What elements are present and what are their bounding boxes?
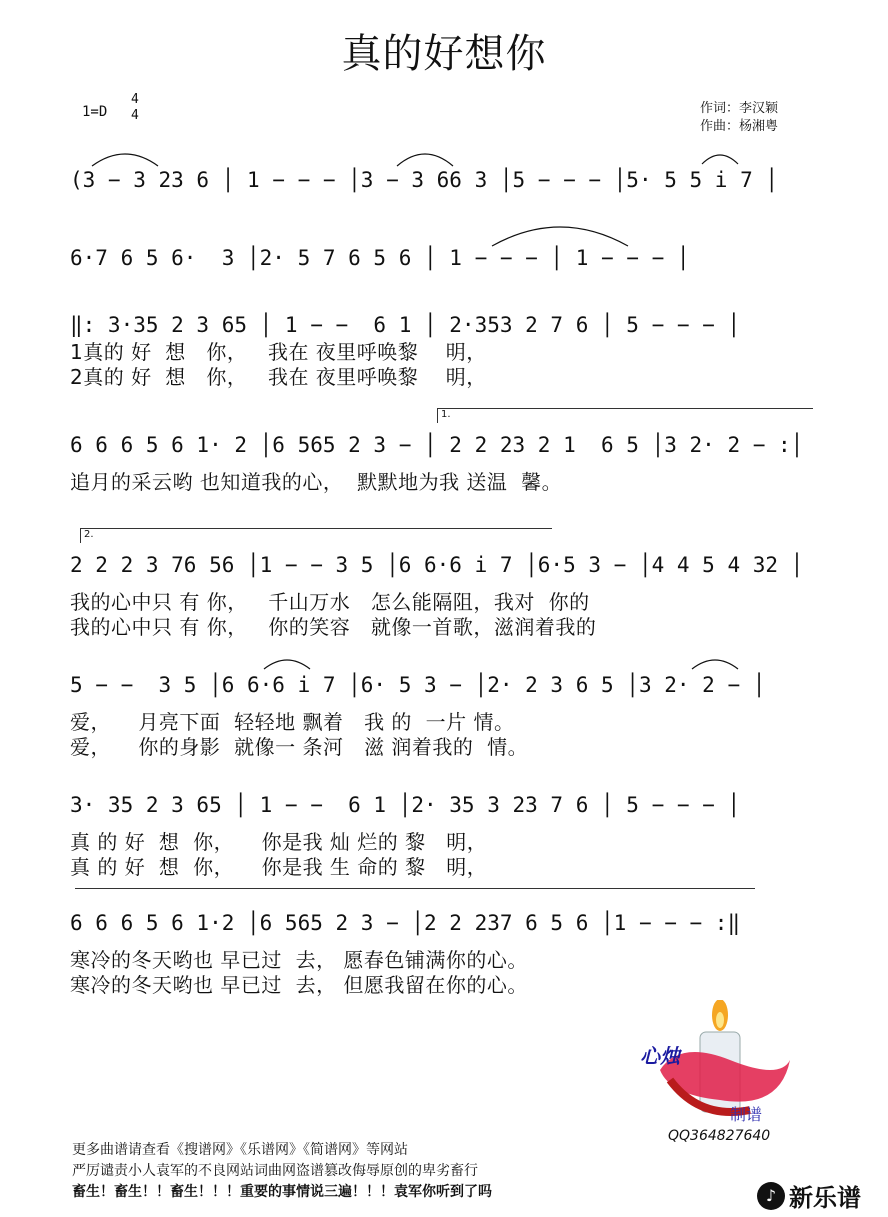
- slur-mark: [700, 150, 740, 166]
- notes-line-3: ‖: 3·35 2 3 65 │ 1 − − 6 1 │ 2·353 2 7 6 │ 5 − − − │: [70, 313, 741, 337]
- lyric-line-3b: 2真的 好 想 你， 我在 夜里呼唤黎 明，: [70, 365, 487, 389]
- repeat-bracket-line: [75, 888, 755, 889]
- footer-line-3: 畜生！畜生！！畜生！！！重要的事情说三遍！！！袁军你听到了吗: [72, 1184, 492, 1200]
- slur-mark: [90, 148, 160, 168]
- lyric-line-6b: 爱， 你的身影 就像一 条河 滋 润着我的 情。: [70, 735, 529, 759]
- lyric-line-8a: 寒冷的冬天哟也 早已过 去， 愿春色铺满你的心。: [70, 948, 528, 972]
- slur-mark: [262, 655, 312, 671]
- notes-line-8: 6 6 6 5 6 1·2 │6 565 2 3 − │2 2 237 6 5 6 │1 − − − :‖: [70, 911, 741, 935]
- key-signature: 1=D: [82, 104, 108, 120]
- composer: 作曲：杨湘粤: [700, 119, 779, 134]
- notes-line-2: 6·7 6 5 6· 3 │2· 5 7 6 5 6 │ 1 − − − │ 1 − − − │: [70, 246, 690, 270]
- volta-1: 1.: [437, 408, 813, 423]
- music-disc-icon: ♪: [757, 1182, 785, 1210]
- score-line-5: [70, 550, 830, 640]
- footer-line-1: 更多曲谱请查看《搜谱网》《乐谱网》《简谱网》等网站: [72, 1142, 408, 1158]
- footer-line-2: 严厉谴责小人袁军的不良网站词曲网盗谱篡改侮辱原创的卑劣畜行: [72, 1163, 478, 1179]
- lyric-line-5a: 我的心中只 有 你， 千山万水 怎么能隔阻，我对 你的: [70, 590, 590, 614]
- notes-line-4: 6 6 6 5 6 1· 2 │6 565 2 3 − │ 2 2 23 2 1 6 5 │3 2· 2 − :│: [70, 433, 804, 457]
- meter-top: 4: [131, 92, 139, 107]
- stamp-made: 制谱: [730, 1105, 763, 1124]
- lyric-line-7b: 真 的 好 想 你， 你是我 生 命的 黎 明，: [70, 855, 488, 879]
- score-line-1: [70, 165, 830, 195]
- lyric-line-3a: 1真的 好 想 你， 我在 夜里呼唤黎 明，: [70, 340, 487, 364]
- volta-2: 2.: [80, 528, 552, 543]
- stamp-qq: QQ364827640: [668, 1128, 771, 1144]
- meter-bottom: 4: [131, 108, 139, 123]
- notes-line-6: 5 − − 3 5 │6 6·6 i 7 │6· 5 3 − │2· 2 3 6 5 │3 2· 2 − │: [70, 673, 766, 697]
- footer: [72, 1140, 492, 1203]
- score-line-4: [70, 430, 830, 495]
- lyric-line-5b: 我的心中只 有 你， 你的笑容 就像一首歌，滋润着我的: [70, 615, 597, 639]
- logo-text: 新乐谱: [789, 1184, 861, 1212]
- credits: [700, 100, 778, 136]
- slur-mark: [395, 148, 455, 168]
- stamp-text: 心烛: [640, 1044, 680, 1068]
- site-logo: [757, 1178, 861, 1213]
- score-line-7: [70, 790, 830, 880]
- score-line-6: [70, 670, 830, 760]
- page-title: 真的好想你: [341, 31, 547, 77]
- notes-line-7: 3· 35 2 3 65 │ 1 − − 6 1 │2· 35 3 23 7 6 │ 5 − − − │: [70, 793, 741, 817]
- slur-mark: [690, 655, 740, 671]
- notes-line-1: (3 − 3 23 6 │ 1 − − − │3 − 3 66 3 │5 − − − │5· 5 5 i 7 │: [70, 168, 779, 192]
- lyric-line-4: 追月的采云哟 也知道我的心， 默默地为我 送温 馨。: [70, 470, 563, 494]
- lyric-line-7a: 真 的 好 想 你， 你是我 灿 烂的 黎 明，: [70, 830, 488, 854]
- score-line-3: [70, 310, 830, 390]
- slur-mark: [490, 222, 630, 248]
- lyric-line-6a: 爱， 月亮下面 轻轻地 飘着 我 的 一片 情。: [70, 710, 515, 734]
- score-line-8: [70, 908, 830, 998]
- lyricist: 作词：李汉颖: [700, 101, 779, 116]
- notes-line-5: 2 2 2 3 76 56 │1 − − 3 5 │6 6·6 i 7 │6·5 3 − │4 4 5 4 32 │: [70, 553, 804, 577]
- score-line-2: [70, 243, 830, 273]
- lyric-line-8b: 寒冷的冬天哟也 早已过 去， 但愿我留在你的心。: [70, 973, 528, 997]
- candle-stamp: [640, 1000, 810, 1150]
- time-signature: [131, 92, 139, 124]
